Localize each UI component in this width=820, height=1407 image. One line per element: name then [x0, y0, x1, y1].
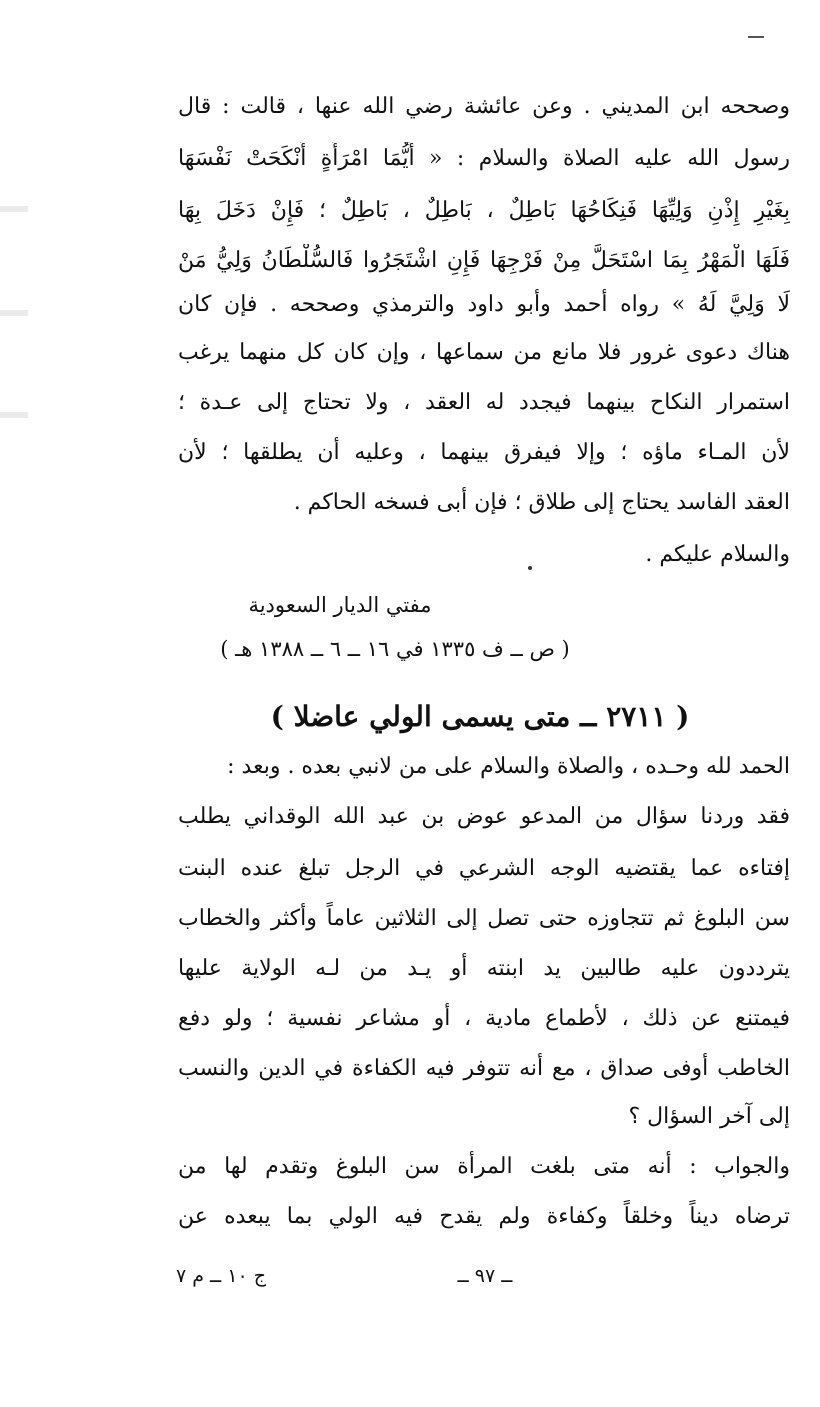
body-line: هناك دعوى غرور فلا مانع من سماعها ، وإن كان كل منهما يرغب [178, 340, 790, 365]
question-line: إفتاءه عما يقتضيه الوجه الشرعي في الرجل تبلغ عنده البنت [178, 856, 790, 881]
fatwa-reference: ( ص ــ ف ١٣٣٥ في ١٦ ــ ٦ ــ ١٣٨٨ هـ ) [220, 637, 570, 661]
body-line: والسلام عليكم . [645, 542, 790, 567]
body-line: لأن المـاء ماؤه ؛ وإلا فيفرق بينهما ، وعليه أن يطلقها ؛ لأن [178, 440, 790, 465]
page-number: ــ ٩٧ ــ [457, 1265, 513, 1287]
question-line: سن البلوغ ثم تتجاوزه حتى تصل إلى الثلاثين عاماً وأكثر والخطاب [178, 906, 790, 931]
question-line: فيمتنع عن ذلك ، لأطماع مادية ، أو مشاعر نفسية ؛ ولو دفع [178, 1006, 790, 1031]
question-line: الخاطب أوفى صداق ، مع أنه تتوفر فيه الكفاءة في الدين والنسب [178, 1056, 790, 1081]
answer-line: ترضاه ديناً وخلقاً وكفاءة ولم يقدح فيه الولي بما يبعده عن [178, 1204, 790, 1229]
body-line: استمرار النكاح بينهما فيجدد له العقد ، ولا تحتاج إلى عـدة ؛ [178, 390, 790, 415]
body-line: العقد الفاسد يحتاج إلى طلاق ؛ فإن أبى فسخه الحاكم . [293, 490, 790, 515]
body-line: وصححه ابن المديني . وعن عائشة رضي الله عنها ، قالت : قال [178, 94, 790, 119]
show-through-mark [0, 206, 28, 212]
show-through-mark [0, 412, 28, 418]
signature: مفتي الديار السعودية [248, 593, 432, 617]
question-line: الحمد لله وحـده ، والصلاة والسلام على من لانبي بعده . وبعد : [227, 754, 790, 779]
body-line: بِغَيْرِ إِذْنِ وَلِيِّهَا فَنِكَاحُهَا بَاطِلٌ ، بَاطِلٌ ، بَاطِلٌ ؛ فَإِنْ دَخَلَ بِهَا [178, 198, 790, 223]
volume-mark: ج ١٠ ــ م ٧ [176, 1265, 266, 1287]
question-line: فقد وردنا سؤال من المدعو عوض بن عبد الله الوقداني يطلب [178, 804, 790, 829]
body-line: لَا وَلِيَّ لَهُ » رواه أحمد وأبو داود والترمذي وصححه . فإن كان [178, 292, 790, 317]
body-line: فَلَهَا الْمَهْرُ بِمَا اسْتَحَلَّ مِنْ فَرْجِهَا فَإِنِ اشْتَجَرُوا فَالسُّلْطَانُ وَلِيُّ مَنْ [178, 248, 790, 273]
body-line: رسول الله عليه الصلاة والسلام : « أَيُّمَا امْرَأَةٍ أَنْكَحَتْ نَفْسَهَا [178, 146, 790, 171]
answer-line: والجواب : أنه متى بلغت المرأة سن البلوغ وتقدم لها من [178, 1154, 790, 1179]
stray-dot [528, 566, 532, 570]
corner-scan-mark [748, 36, 764, 38]
question-line: إلى آخر السؤال ؟ [628, 1104, 790, 1129]
question-line: يترددون عليه طالبين يد ابنته أو يـد من لـه الولاية عليها [178, 956, 790, 981]
section-heading: ( ٢٧١١ ــ متى يسمى الولي عاضلا ) [270, 700, 690, 733]
show-through-mark [0, 310, 28, 316]
